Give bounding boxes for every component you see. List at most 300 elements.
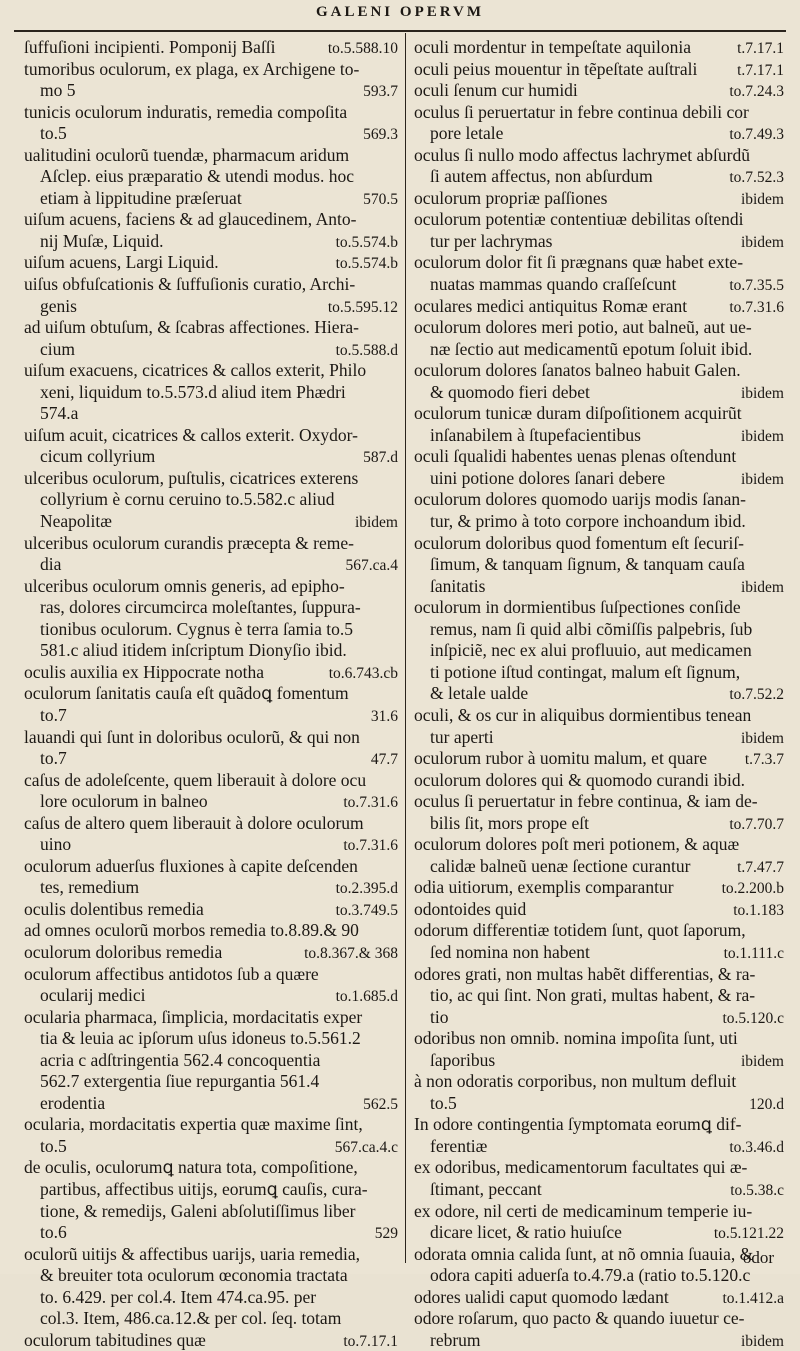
index-entry-text: inſpiciẽ, nec ex alui profluuio, aut medicamen — [430, 640, 752, 661]
index-line — [24, 1330, 398, 1351]
index-reference: to.7.31.6 — [343, 837, 398, 855]
index-entry-text: oculus ſi peruertatur in febre continua, & iam de- — [414, 791, 758, 812]
index-line — [24, 1028, 398, 1050]
index-line — [24, 727, 398, 749]
index-entry-text: genis — [40, 295, 77, 316]
index-line — [24, 597, 398, 619]
index-line — [24, 468, 398, 490]
index-entry-text: oculorum ſanitatis cauſa eſt quãdoꝗ fomentum — [24, 683, 349, 704]
index-entry-text: & letale ualde — [430, 683, 529, 704]
index-entry-text: oculus ſi nullo modo affectus lachrymet abſurdũ — [414, 144, 750, 165]
index-line — [24, 102, 398, 124]
index-line — [24, 489, 398, 511]
index-entry-text: 581.c aliud itidem inſcriptum Dionyſio ibid. — [40, 640, 347, 661]
index-entry-text: & breuiter tota oculorum œconomia tractata — [40, 1265, 348, 1286]
index-line — [414, 339, 784, 361]
index-reference: to.7.35.5 — [729, 277, 784, 295]
index-reference: t.7.3.7 — [744, 751, 784, 769]
index-line — [414, 80, 784, 102]
index-line — [24, 1222, 398, 1244]
index-line — [24, 145, 398, 167]
index-entry-text: oculorum dolores poſt meri potionem, & aquæ — [414, 834, 740, 855]
index-line — [414, 145, 784, 167]
index-line — [24, 834, 398, 856]
index-reference: ibidem — [740, 470, 784, 488]
index-entry-text: rebrum — [430, 1329, 481, 1350]
index-reference: to.7.52.2 — [729, 686, 784, 704]
index-line — [414, 209, 784, 231]
index-line — [414, 1244, 784, 1266]
index-line — [414, 748, 784, 770]
index-entry-text: erodentia — [40, 1092, 106, 1113]
index-entry-text: tia & leuia ac ipſorum uſus idoneus to.5.561.2 — [40, 1028, 361, 1049]
index-line — [414, 662, 784, 684]
index-entry-text: oculorum propriæ paſſiones — [414, 187, 608, 208]
index-line — [414, 877, 784, 899]
index-line — [24, 37, 398, 59]
index-line — [414, 1136, 784, 1158]
index-line — [414, 296, 784, 318]
index-entry-text: remus, nam ſi quid albi cõmiſſis palpebris, ſub — [430, 618, 753, 639]
index-reference: to.1.111.c — [723, 944, 784, 962]
index-reference: 562.5 — [363, 1095, 398, 1113]
index-line — [414, 899, 784, 921]
index-entry-text: tio, ac qui ſint. Non grati, multas habent, & ra- — [430, 985, 756, 1006]
index-line — [24, 231, 398, 253]
index-line — [24, 317, 398, 339]
index-line — [414, 791, 784, 813]
index-reference: to.7.52.3 — [729, 169, 784, 187]
index-entry-text: 562.7 extergentia ſiue repurgantia 561.4 — [40, 1071, 320, 1092]
index-line — [414, 942, 784, 964]
index-reference: t.7.47.7 — [737, 858, 784, 876]
index-entry-text: to.7 — [40, 748, 67, 769]
index-line — [414, 964, 784, 986]
index-line — [414, 1114, 784, 1136]
index-entry-text: acria c adſtringentia 562.4 concoquentia — [40, 1049, 321, 1070]
index-reference: to.5.574.b — [335, 233, 398, 251]
index-line — [414, 640, 784, 662]
index-reference: to.5.38.c — [730, 1181, 784, 1199]
index-entry-text: oculorum in dormientibus ſuſpectiones conſide — [414, 597, 741, 618]
index-line — [24, 1114, 398, 1136]
index-line — [414, 1201, 784, 1223]
index-entry-text: ſtimant, peccant — [430, 1178, 542, 1199]
index-entry-text: oculi ſenum cur humidi — [414, 80, 578, 101]
index-line — [24, 188, 398, 210]
index-reference: ibidem — [740, 190, 784, 208]
index-line — [414, 834, 784, 856]
index-entry-text: tur per lachrymas — [430, 230, 553, 251]
index-line — [24, 705, 398, 727]
index-reference: to.2.395.d — [335, 880, 398, 898]
index-line — [24, 382, 398, 404]
index-entry-text: oculares medici antiquitus Romæ erant — [414, 295, 688, 316]
index-entry-text: cicum collyrium — [40, 446, 156, 467]
index-reference: t.7.17.1 — [737, 61, 784, 79]
index-line — [414, 705, 784, 727]
index-entry-text: odoribus non omnib. nomina impoſita ſunt, uti — [414, 1028, 738, 1049]
index-line — [414, 188, 784, 210]
index-entry-text: oculorum rubor à uomitu malum, et quare — [414, 748, 708, 769]
index-entry-text: to.5 — [40, 123, 67, 144]
index-entry-text: tunicis oculorum induratis, remedia compoſita — [24, 101, 348, 122]
index-line — [24, 899, 398, 921]
index-line — [24, 446, 398, 468]
index-reference: 529 — [374, 1225, 398, 1243]
index-column-left — [24, 37, 398, 1351]
index-line — [24, 1136, 398, 1158]
index-entry-text: oculi ſqualidi habentes uenas plenas oſtendunt — [414, 446, 737, 467]
index-entry-text: oculorum potentiæ contentiuæ debilitas oſtendi — [414, 209, 744, 230]
index-line — [414, 446, 784, 468]
index-line — [414, 59, 784, 81]
index-entry-text: uini potione dolores ſanari debere — [430, 467, 666, 488]
index-line — [24, 985, 398, 1007]
index-reference: ibidem — [354, 514, 398, 532]
index-entry-text: oculis auxilia ex Hippocrate notha — [24, 661, 265, 682]
index-entry-text: tumoribus oculorum, ex plaga, ex Archigene to- — [24, 58, 360, 79]
index-line — [414, 856, 784, 878]
index-entry-text: ualitudini oculorũ tuendæ, pharmacum aridum — [24, 144, 350, 165]
index-entry-text: uiſum acuens, faciens & ad glaucedinem, Anto- — [24, 209, 357, 230]
index-entry-text: caſus de adoleſcente, quem liberauit à dolore ocu — [24, 769, 367, 790]
index-entry-text: mo 5 — [40, 80, 76, 101]
index-entry-text: caſus de altero quem liberauit à dolore oculorum — [24, 812, 364, 833]
index-entry-text: lauandi qui ſunt in doloribus oculorũ, & qui non — [24, 726, 360, 747]
index-reference: to.7.70.7 — [729, 815, 784, 833]
index-line — [24, 1093, 398, 1115]
index-reference: ibidem — [740, 729, 784, 747]
index-reference: to.5.588.d — [335, 341, 398, 359]
index-reference: 587.d — [363, 449, 398, 467]
index-entry-text: collyrium è cornu ceruino to.5.582.c aliud — [40, 489, 335, 510]
index-entry-text: uino — [40, 834, 72, 855]
index-entry-text: ocularij medici — [40, 985, 146, 1006]
index-line — [24, 1179, 398, 1201]
index-reference: to.8.367.& 368 — [304, 944, 398, 962]
index-line — [24, 1265, 398, 1287]
index-line — [24, 296, 398, 318]
index-entry-text: oculi, & os cur in aliquibus dormientibus tenean — [414, 704, 752, 725]
index-entry-text: inſanabilem à ſtupefacientibus — [430, 424, 641, 445]
index-reference: to.5.588.10 — [327, 40, 398, 57]
index-line — [414, 231, 784, 253]
index-line — [414, 533, 784, 555]
index-line — [24, 942, 398, 964]
index-entry-text: ad omnes oculorũ morbos remedia to.8.89.& 90 — [24, 920, 359, 941]
index-line — [414, 274, 784, 296]
index-reference: to.6.743.cb — [328, 664, 398, 682]
index-entry-text: næ ſectio aut medicamentũ epotum ſoluit ibid. — [430, 338, 753, 359]
index-entry-text: tione, & remedijs, Galeni abſolutiſſimus liber — [40, 1200, 356, 1221]
index-line — [24, 252, 398, 274]
index-entry-text: uiſum acuens, Largi Liquid. — [24, 252, 219, 273]
index-entry-text: odora capiti aduerſa to.4.79.a (ratio to.5.120.c — [430, 1265, 751, 1286]
index-line — [24, 856, 398, 878]
index-line — [24, 123, 398, 145]
index-entry-text: tes, remedium — [40, 877, 140, 898]
index-line — [24, 1244, 398, 1266]
index-reference: to.3.749.5 — [335, 901, 398, 919]
index-line — [414, 1287, 784, 1309]
index-reference: 567.ca.4.c — [334, 1138, 398, 1156]
index-entry-text: calidæ balneũ uenæ ſectione curantur — [430, 855, 691, 876]
index-reference: to.7.49.3 — [729, 126, 784, 144]
index-entry-text: to.5 — [40, 1135, 67, 1156]
index-line — [414, 468, 784, 490]
index-entry-text: odontoides quid — [414, 898, 527, 919]
index-reference: 47.7 — [370, 751, 398, 769]
index-line — [414, 1093, 784, 1115]
index-entry-text: ex odore, nil certi de medicaminum temperie iu- — [414, 1200, 753, 1221]
index-entry-text: ſed nomina non habent — [430, 941, 590, 962]
index-entry-text: nuatas mammas quando craſſeſcunt — [430, 274, 677, 295]
index-reference: 570.5 — [363, 190, 398, 208]
index-entry-text: to.5 — [430, 1092, 457, 1113]
index-line — [414, 123, 784, 145]
index-line — [414, 1007, 784, 1029]
index-entry-text: à non odoratis corporibus, non multum defluit — [414, 1071, 737, 1092]
index-entry-text: tio — [430, 1006, 449, 1027]
catchword: odor — [742, 1248, 774, 1267]
index-line — [414, 683, 784, 705]
index-entry-text: ſanitatis — [430, 575, 486, 596]
index-reference: 120.d — [749, 1095, 784, 1113]
index-entry-text: bilis ſit, mors prope eſt — [430, 812, 589, 833]
index-line — [24, 339, 398, 361]
index-line — [24, 662, 398, 684]
index-line — [24, 274, 398, 296]
index-line — [24, 533, 398, 555]
index-entry-text: oculorum dolores meri potio, aut balneũ, aut ue- — [414, 317, 752, 338]
index-entry-text: ſaporibus — [430, 1049, 496, 1070]
index-line — [24, 1201, 398, 1223]
index-entry-text: lore oculorum in balneo — [40, 791, 208, 812]
index-line — [24, 576, 398, 598]
index-entry-text: col.3. Item, 486.ca.12.& per col. ſeq. totam — [40, 1308, 342, 1329]
index-entry-text: to.7 — [40, 704, 67, 725]
index-reference: t.7.17.1 — [737, 40, 784, 57]
index-line — [414, 37, 784, 59]
index-reference: to.5.120.c — [722, 1009, 784, 1027]
running-header: GALENI OPERVM — [315, 4, 485, 20]
index-reference: ibidem — [740, 233, 784, 251]
index-line — [24, 1071, 398, 1093]
index-entry-text: pore letale — [430, 123, 504, 144]
index-entry-text: & quomodo fieri debet — [430, 381, 590, 402]
column-divider — [405, 33, 406, 1263]
index-reference: to.5.121.22 — [713, 1225, 784, 1243]
index-entry-text: xeni, liquidum to.5.573.d aliud item Phædri — [40, 381, 346, 402]
index-entry-text: oculorum dolores qui & quomodo curandi ibid. — [414, 769, 745, 790]
index-entry-text: 574.a — [40, 403, 79, 424]
index-line — [24, 80, 398, 102]
index-line — [414, 1265, 784, 1287]
index-entry-text: ras, dolores circumcirca moleſtantes, ſuppura- — [40, 597, 361, 618]
index-line — [414, 511, 784, 533]
index-line — [414, 166, 784, 188]
index-line — [24, 813, 398, 835]
index-reference: ibidem — [740, 427, 784, 445]
index-entry-text: ſi autem affectus, non abſurdum — [430, 166, 653, 187]
index-line — [24, 425, 398, 447]
index-entry-text: oculis dolentibus remedia — [24, 898, 204, 919]
index-entry-text: ulceribus oculorum curandis præcepta & reme- — [24, 532, 354, 553]
index-reference: to.5.595.12 — [327, 298, 398, 316]
index-line — [24, 877, 398, 899]
index-reference: to.1.183 — [733, 901, 784, 919]
index-entry-text: odia uitiorum, exemplis comparantur — [414, 877, 674, 898]
index-line — [414, 1179, 784, 1201]
index-entry-text: ulceribus oculorum omnis generis, ad epipho- — [24, 575, 345, 596]
index-line — [24, 1308, 398, 1330]
index-line — [414, 554, 784, 576]
index-entry-text: ocularia, mordacitatis expertia quæ maxime ſint, — [24, 1114, 363, 1135]
index-line — [414, 360, 784, 382]
index-line — [24, 1157, 398, 1179]
index-entry-text: uiſum acuit, cicatrices & callos exterit. Oxydor- — [24, 424, 358, 445]
index-line — [414, 489, 784, 511]
index-reference: ibidem — [740, 384, 784, 402]
index-reference: 567.ca.4 — [345, 557, 398, 575]
index-entry-text: de oculis, oculorumꝗ natura tota, compoſitione, — [24, 1157, 358, 1178]
index-entry-text: tur, & primo à toto corpore inchoandum ibid. — [430, 511, 746, 532]
index-entry-text: uiſus obfuſcationis & ſuffuſionis curatio, Archi- — [24, 274, 356, 295]
index-line — [414, 576, 784, 598]
index-line — [414, 1071, 784, 1093]
index-line — [24, 683, 398, 705]
index-reference: ibidem — [740, 1332, 784, 1350]
index-line — [414, 252, 784, 274]
index-line — [24, 511, 398, 533]
index-entry-text: oculorũ uitijs & affectibus uarijs, uaria remedia, — [24, 1243, 360, 1264]
index-line — [414, 985, 784, 1007]
index-line — [414, 1308, 784, 1330]
index-line — [24, 59, 398, 81]
index-entry-text: dicare licet, & ratio huiuſce — [430, 1222, 622, 1243]
index-line — [24, 360, 398, 382]
index-entry-text: uiſum exacuens, cicatrices & callos exterit, Philo — [24, 360, 367, 381]
index-line — [414, 317, 784, 339]
index-entry-text: oculus ſi peruertatur in febre continua debili cor — [414, 101, 749, 122]
index-line — [24, 1007, 398, 1029]
index-line — [24, 770, 398, 792]
index-line — [414, 1157, 784, 1179]
index-line — [24, 791, 398, 813]
index-entry-text: nij Muſæ, Liquid. — [40, 230, 164, 251]
index-line — [24, 748, 398, 770]
index-reference: to.7.31.6 — [343, 794, 398, 812]
index-reference: to.3.46.d — [729, 1138, 784, 1156]
index-reference: 593.7 — [363, 83, 398, 101]
index-line — [24, 403, 398, 425]
index-line — [414, 1222, 784, 1244]
index-entry-text: ocularia pharmaca, ſimplicia, mordacitatis exper — [24, 1006, 363, 1027]
index-line — [24, 554, 398, 576]
index-entry-text: ulceribus oculorum, puſtulis, cicatrices exterens — [24, 467, 359, 488]
index-line — [414, 597, 784, 619]
index-line — [24, 619, 398, 641]
index-reference: to.1.685.d — [335, 988, 398, 1006]
index-entry-text: odorata omnia calida ſunt, at nõ omnia ſuauia, & — [414, 1243, 754, 1264]
index-entry-text: odores ualidi caput quomodo lædant — [414, 1286, 669, 1307]
index-line — [24, 166, 398, 188]
index-entry-text: oculorum dolor fit ſi prægnans quæ habet exte- — [414, 252, 744, 273]
index-entry-text: ti potione iſtud contingat, malum eſt ſignum, — [430, 661, 741, 682]
index-entry-text: oculi mordentur in tempeſtate aquilonia — [414, 37, 692, 57]
index-entry-text: etiam à lippitudine præſeruat — [40, 187, 242, 208]
index-entry-text: ex odoribus, medicamentorum facultates qui æ- — [414, 1157, 748, 1178]
index-column-right — [414, 37, 784, 1351]
index-reference: to.2.200.b — [721, 880, 784, 898]
index-line — [24, 640, 398, 662]
index-entry-text: partibus, affectibus uitijs, eorumꝗ cauſis, cura- — [40, 1178, 368, 1199]
index-entry-text: ferentiæ — [430, 1135, 488, 1156]
index-reference: to.1.412.a — [722, 1289, 784, 1307]
index-reference: ibidem — [740, 578, 784, 596]
index-entry-text: In odore contingentia ſymptomata eorumꝗ dif- — [414, 1114, 742, 1135]
index-line — [24, 209, 398, 231]
index-entry-text: to.6 — [40, 1222, 67, 1243]
index-entry-text: oculorum doloribus remedia — [24, 941, 223, 962]
index-reference: to.5.574.b — [335, 255, 398, 273]
index-entry-text: odore roſarum, quo pacto & quando iuuetur ce- — [414, 1308, 745, 1329]
index-line — [414, 382, 784, 404]
index-entry-text: odores grati, non multas habẽt differentias, & ra- — [414, 963, 756, 984]
index-line — [414, 770, 784, 792]
index-reference: to.7.17.1 — [343, 1332, 398, 1350]
index-line — [24, 1050, 398, 1072]
index-entry-text: tionibus oculorum. Cygnus è terra ſamia to.5 — [40, 618, 354, 639]
index-entry-text: oculorum tunicæ duram diſpoſitionem acquirũt — [414, 403, 742, 424]
index-entry-text: oculorum dolores quomodo uarijs modis ſanan- — [414, 489, 746, 510]
index-entry-text: oculorum affectibus antidotos ſub a quære — [24, 963, 319, 984]
index-entry-text: ſimum, & tanquam ſignum, & tanquam cauſa — [430, 554, 745, 575]
index-line — [414, 1330, 784, 1351]
index-entry-text: oculorum dolores ſanatos balneo habuit Galen. — [414, 360, 741, 381]
index-entry-text: odorum differentiæ totidem ſunt, quot ſaporum, — [414, 920, 746, 941]
index-entry-text: oculi peius mouentur in tẽpeſtate auſtrali — [414, 58, 698, 79]
index-entry-text: ad uiſum obtuſum, & ſcabras affectiones. Hiera- — [24, 317, 359, 338]
index-line — [24, 1287, 398, 1309]
index-entry-text: cium — [40, 338, 75, 359]
index-entry-text: dia — [40, 554, 62, 575]
index-reference: 31.6 — [370, 707, 398, 725]
index-entry-text: Neapolitæ — [40, 511, 112, 532]
index-reference: to.7.31.6 — [729, 298, 784, 316]
index-line — [414, 1028, 784, 1050]
index-line — [24, 964, 398, 986]
index-line — [414, 1050, 784, 1072]
index-entry-text: oculorum aduerſus fluxiones à capite deſcenden — [24, 855, 358, 876]
index-reference: ibidem — [740, 1052, 784, 1070]
index-entry-text: oculorum tabitudines quæ — [24, 1329, 206, 1350]
index-line — [24, 920, 398, 942]
index-entry-text: ſuffuſioni incipienti. Pomponij Baſſi — [24, 37, 276, 57]
index-entry-text: to. 6.429. per col.4. Item 474.ca.95. per — [40, 1286, 317, 1307]
index-line — [414, 727, 784, 749]
header-rule — [14, 30, 786, 32]
index-line — [414, 813, 784, 835]
index-entry-text: tur aperti — [430, 726, 494, 747]
index-reference: to.7.24.3 — [729, 83, 784, 101]
index-reference: 569.3 — [363, 126, 398, 144]
index-line — [414, 102, 784, 124]
index-line — [414, 619, 784, 641]
index-line — [414, 425, 784, 447]
index-line — [414, 403, 784, 425]
